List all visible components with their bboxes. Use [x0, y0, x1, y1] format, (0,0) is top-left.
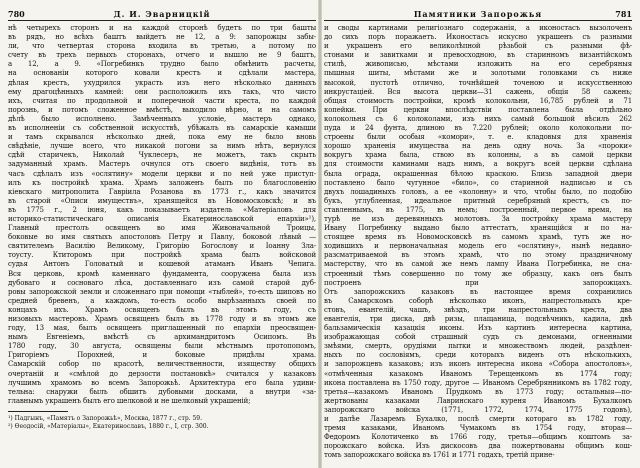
- text-line: ходившихъ и первоначальная модель его «ослятину», нынѣ недавно-: [324, 242, 632, 251]
- text-line: и далѣе Лазаремъ Бухалко, послѣ смерти котораго въ 1782 году,: [324, 415, 632, 424]
- left-page-number: 780: [8, 9, 25, 19]
- text-line: кіевскаго митрополита Гавріила Розанова въ 1773 г., какъ значится: [8, 187, 316, 196]
- left-running-head: Д. И. Эварницкій: [113, 9, 211, 19]
- text-line: общая стоимость постройки, кромѣ колокольни, 16,785 рублей и 71: [324, 96, 632, 105]
- text-line: тремя казаками, Иваномъ Чумакомъ въ 1754 году, вторая—: [324, 424, 632, 433]
- text-line: счету въ трехъ первыхъ сторонахъ, отчего и вышло не 9 баштъ,: [8, 51, 316, 60]
- text-line: мастерству, что въ самой же немъ лампу Ивана Погребинка, не сна-: [324, 260, 632, 269]
- text-line: святителемъ Василію Великому, Григорію Богослову и Іоанну Зла-: [8, 242, 316, 251]
- text-line: низовыхъ мастеровъ. Храмъ освященъ былъ въ 1778 году и въ этомъ же: [8, 315, 316, 323]
- text-line: построенъ при запорожцахъ.: [324, 278, 632, 287]
- text-line: поставлено было чугунное «било», со старинной надписью и съ: [324, 178, 632, 187]
- text-line: часъ сдѣлалъ изъ «ослятину» модели церкви и по ней уже приступ-: [8, 169, 316, 178]
- text-line: въ рядъ, но всѣхъ баштъ выйдетъ не 12, а 9: запорожцы забы-: [8, 33, 316, 42]
- text-line: дубоваго и сосноваго лѣса, доставленнаго изъ самой старой дуб-: [8, 278, 316, 287]
- text-line: историко-статистическаго описанія Екатеринославской епархіи»¹),: [8, 214, 316, 223]
- text-line: свѣдѣніе, лучше всего, что никакой погони за нимъ нѣтъ, вернулся: [8, 142, 316, 151]
- text-line: концахъ ихъ. Храмъ освященъ былъ въ этомъ году, съ: [8, 305, 316, 314]
- right-page-body: [324, 24, 632, 461]
- text-line: была ограда, окрашенная бѣлою краскою. Близь западной двери: [324, 169, 632, 178]
- text-line: икона поставлена въ 1750 году, другое — Иваномъ Серебрянникомъ въ 1782 году,: [324, 378, 632, 387]
- text-line: порознь, и потомъ сложенное вмѣстѣ, выходило вѣрно, и на самомъ: [8, 105, 316, 114]
- text-line: и тамъ скрывался нѣсколько дней, пока ему не было вновь: [8, 133, 316, 142]
- text-line: очертаній и «смѣлой до дерзости постановкѣ» считался у казаковъ: [8, 369, 316, 378]
- text-line: копейки. При церкви впослѣдствіи поставлена была отдѣльно: [324, 105, 632, 114]
- text-line: ли, что четвертая сторона входила въ третью, а потому по: [8, 42, 316, 51]
- text-line: 1780 году, 30 августа, освящены были мѣстнымъ протопопомъ,: [8, 342, 316, 351]
- text-line: задуманный храмъ. Мастеръ очнулся отъ своего видѣнія, тотъ въ: [8, 160, 316, 169]
- text-line: до сихъ поръ поражаетъ. Иконостасъ искусно украшенъ съ разными: [324, 33, 632, 42]
- text-line: Вся церковь, кромѣ каменнаго фундамента, сооружена была изъ: [8, 269, 316, 278]
- text-line: изображающая собой страшный судъ съ демонами, огненными: [324, 333, 632, 342]
- text-line: ровы запорожской земли и сложеннаго при помощи «тыблей», то-есть шиповъ но: [8, 287, 316, 296]
- text-line: Ивану Погребинку выдано было аттестатъ, хранящійся и по на-: [324, 224, 632, 233]
- footnote-rule: [8, 411, 68, 412]
- right-page-header: [324, 8, 632, 21]
- text-line: ставленнымъ, въ 1775, въ немъ; построенный, первое время, на: [324, 205, 632, 214]
- text-line: ихъ, считая по продольной и поперечной части креста, по каждой: [8, 96, 316, 105]
- text-line: пуда и 24 фунта, длиною въ 7.220 рублей; около колокольни по-: [324, 124, 632, 133]
- text-line: стилѣ, живописью, мѣстами изложить на его серебряныя: [324, 60, 632, 69]
- text-line: хорошо храненія имущества на день одну ночь. За «пороки»: [324, 142, 632, 151]
- text-line: строены были особыя «комори», т. е. кладовыя для храненія: [324, 133, 632, 142]
- text-line: колокольня съ 6 колоколами, изъ нихъ самый большой вѣсилъ 262: [324, 114, 632, 123]
- text-line: ныхъ по сословіямъ, среди которыхъ виденъ отъ нѣсколькихъ,: [324, 351, 632, 360]
- footnote: ²) Өеодосій, «Матеріалы», Екатеринославъ, 1880 г., I, стр. 300.: [8, 422, 209, 430]
- text-line: и украшенъ его великолѣпной рѣзьбой съ разными фѣ-: [324, 42, 632, 51]
- text-line: въ старой «Описи имуществъ», хранящейся въ Новомосковскѣ; и въ: [8, 196, 316, 205]
- text-line: нѣ четырехъ сторонъ и на каждой сторонѣ будетъ по три башты: [8, 24, 316, 32]
- text-line: турѣ не изъ деревянныхъ молотовъ. Зa постройку храма мастеру: [324, 214, 632, 223]
- text-line: Федоромъ Колотиченко въ 1766 году, третья—общимъ коштомъ за-: [324, 433, 632, 442]
- text-line: двухъ лошадиныхъ головъ, а ее «колонну» и что, чтобы было, по подобію: [324, 187, 632, 196]
- text-line: въ исполненіи съ собственной искусствѣ, убѣжалъ въ самарскіе камыши: [8, 124, 316, 133]
- text-line: судья Антонъ Головатый и кошевой атаманъ Иванъ Чепига.: [8, 260, 316, 269]
- text-line: а 12, а 9. «Погребинкъ трудно было обмѣнить расчеты,: [8, 60, 316, 69]
- book-gutter: [318, 0, 322, 468]
- text-line: букъ, углубленная, идеальное притный серебряный крестъ, съ по-: [324, 196, 632, 205]
- left-footnotes: [8, 415, 316, 431]
- left-page-header: [8, 8, 316, 21]
- right-page: [324, 0, 636, 468]
- text-line: запорожскаго войска (1771, 1772, 1774, 1775 годовъ),: [324, 405, 632, 414]
- text-line: Самарскій собор по красотѣ, величественности, изяществу общихъ: [8, 360, 316, 369]
- footnote: ¹) Падгынъ, «Памятъ о Запорожьѣ», Москва, 1877 г., стр. 59.: [8, 414, 203, 422]
- text-line: дѣлая крестъ, ухудрился украсть изъ него нѣсколько данныхъ: [8, 78, 316, 87]
- text-line: боковые во имя святыхъ апостоловъ Петру и Павлу, боковой лѣвый —: [8, 233, 316, 242]
- right-page-number: 781: [615, 9, 632, 19]
- text-line: строенный тѣмъ совершенно по тому же образцу, какъ онъ былъ: [324, 269, 632, 278]
- text-line: высокой, пустотѣ отлично, точнѣйшей точеною и искусственною: [324, 78, 632, 87]
- text-line: стоящее время въ Новомосковскѣ въ самомъ храмѣ, тутъ же но-: [324, 233, 632, 242]
- text-line: на основаніи которого ковали крестъ и сдѣлали мастера,: [8, 69, 316, 78]
- text-line: вокругъ храма была, ствою въ колонны, а въ самой церкви: [324, 151, 632, 160]
- text-line: третья—казакомъ Иваномъ Прудкомъ въ 1773 году; остальныя—по-: [324, 387, 632, 396]
- text-line: въ 1775 г., 2 іюня, какъ показываетъ издатель «Матеріаловъ для: [8, 205, 316, 214]
- text-line: средней бревенъ, а каждомъ, то-есть особо вырѣзанныхъ своей по: [8, 296, 316, 305]
- text-line: тельна: снаружи былъ обшитъ дубовыми досками, а внутри «за-: [8, 387, 316, 396]
- text-line: змѣями, смерть, орудіями пытки и множествомъ людей, раздѣлен-: [324, 342, 632, 351]
- text-line: стонами и завитками и превосходною, въ старинномъ византійскомъ: [324, 51, 632, 60]
- text-line: порожскаго войска. Изъ дискосовъ два пожертвованы общимъ кош-: [324, 442, 632, 451]
- text-line: стовъ, евангелій, чашъ, звѣздъ, три напрестольныхъ креста, два: [324, 305, 632, 314]
- text-line: и своды картинами религіознаго содержанія, а иконостасъ вызолоченъ: [324, 24, 632, 32]
- left-page: [4, 0, 316, 468]
- text-line: евангелія, три диска, двѣ ризы, плащаница, подсвѣчникъ, кадила, двѣ: [324, 315, 632, 323]
- text-line: нымъ Евгеніемъ, вмѣстѣ съ архимандритомъ Осипомъ. Въ: [8, 333, 316, 342]
- text-line: для стоимости каминами надъ нимъ, а вокругъ всей церкви сдѣлана: [324, 160, 632, 169]
- text-line: году, 13 мая, былъ освященъ приглашенный по епархіи преосвящен-: [8, 324, 316, 333]
- text-line: «отмѣченныя казакомъ Иваномъ Терещенкомъ въ 1774 году;: [324, 369, 632, 378]
- left-page-body: [8, 24, 316, 406]
- text-line: инкрустаціей. Вся высота церкви—31 сажень, общія 58 сажень;: [324, 87, 632, 96]
- text-line: Главный престолъ освященъ во имя Живоначальной Троицы,: [8, 224, 316, 233]
- text-line: илъ къ постройкѣ храма. Храмъ заложенъ былъ по благословенію: [8, 178, 316, 187]
- text-line: въ Самарскомъ соборѣ нѣсколько иконъ, напрестольныхъ кре-: [324, 296, 632, 305]
- text-line: сдѣй старичекъ, Николай Чуклесеръ, не можетъ, такъ скрыть: [8, 151, 316, 160]
- text-line: и запорожцевъ казаковъ; изъ иконъ интересна икона «Собора апостоловъ»,: [324, 360, 632, 369]
- text-line: главнымъ украшенъ былъ его шелковой и не шелковый украшеній;: [8, 396, 251, 405]
- text-line: тоусту. Ктиторомъ при постройкѣ храма былъ войсковой: [8, 251, 316, 260]
- text-line: томъ запорожскаго войска въ 1761 и 1771 годахъ, третій прине-: [324, 451, 555, 460]
- text-line: лучшимъ храмомъ во всемъ Запорожьѣ. Архитектура его была удиви-: [8, 378, 316, 387]
- text-line: разсматриваемой въ этомъ храмѣ, что по этому праздничному: [324, 251, 632, 260]
- right-running-head: Памятники Запорожья: [413, 9, 543, 19]
- text-line: бальзамическія казацкія иконы. Изъ картинъ интересна картина,: [324, 324, 632, 333]
- text-line: ему драгоцѣнныхъ камней: они расположилъ ихъ такъ, что чисто: [8, 87, 316, 96]
- text-line: Григоріемъ Порохней, и боковые придѣлы храма.: [8, 351, 316, 360]
- text-line: Отъ запорожскихъ казаковъ въ настоящее время сохранились: [324, 287, 632, 296]
- text-line: пышныя шиты, мѣстами же и золотыми головками съ ниже: [324, 69, 632, 78]
- text-line: жертвованы казаками Лавринскаго куреня Иваномъ Бухалкомъ: [324, 396, 632, 405]
- text-line: дѣлѣ было исполнено. Замѣченныхъ условіе, мастеръ однако,: [8, 114, 316, 123]
